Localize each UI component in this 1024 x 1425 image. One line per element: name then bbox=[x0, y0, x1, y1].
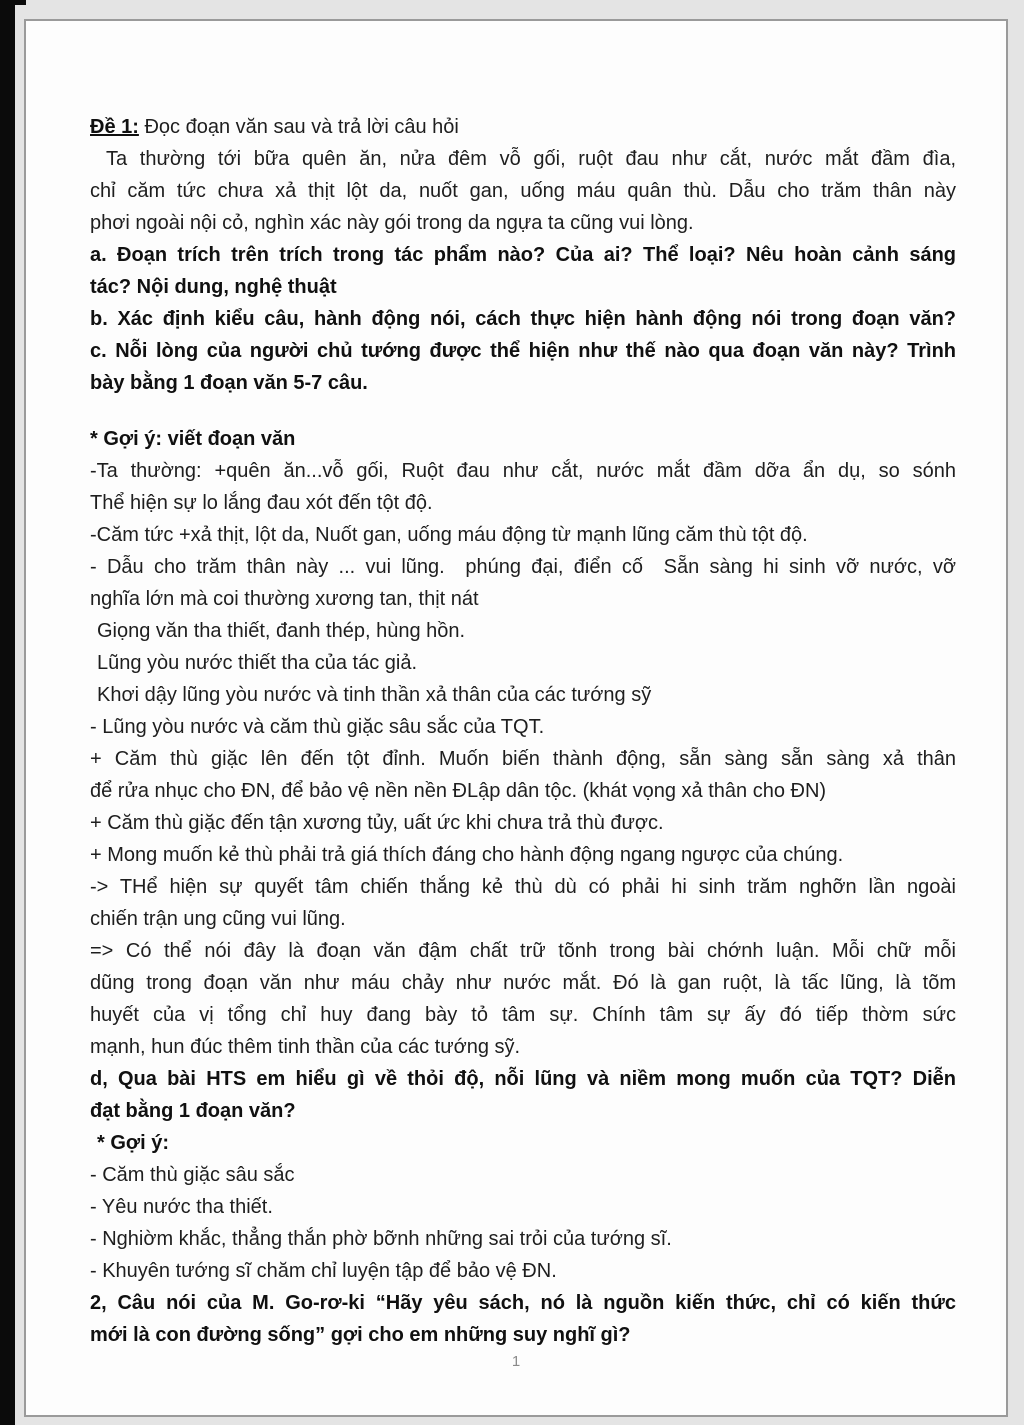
text-line: chỉ căm tức chưa xả thịt lột da, nuốt gan, uống máu quân thù. Dẫu cho trăm thân này bbox=[90, 180, 956, 202]
text-line: bày bằng 1 đoạn văn 5-7 câu. bbox=[90, 372, 368, 394]
text-line: mới là con đường sống” gợi cho em những suy nghĩ gì? bbox=[90, 1324, 631, 1346]
text-line: Giọng văn tha thiết, đanh thép, hùng hồn. bbox=[97, 620, 466, 642]
text-line: + Căm thù giặc đến tận xương tủy, uất ức khi chưa trả thù được. bbox=[90, 812, 664, 834]
page-number: 1 bbox=[511, 1353, 521, 1370]
text-line: -Ta thường: +quên ăn...vỗ gối, Ruột đau như cắt, nước mắt đầm dỡa ẩn dụ, so sónh bbox=[90, 460, 956, 482]
text-line: đạt bằng 1 đoạn văn? bbox=[90, 1100, 296, 1122]
text-line: -Căm tức +xả thịt, lột da, Nuốt gan, uống máu động từ mạnh lũng căm thù tột độ. bbox=[90, 524, 808, 546]
text-line: mạnh, hun đúc thêm tinh thần của các tướng sỹ. bbox=[90, 1036, 521, 1058]
exercise-title bbox=[90, 111, 956, 143]
text-line: - Nghiờm khắc, thẳng thắn phờ bỡnh những sai trỏi của tướng sĩ. bbox=[90, 1228, 672, 1250]
scan-left-black-bar bbox=[0, 0, 15, 1425]
text-line: + Mong muốn kẻ thù phải trả giá thích đáng cho hành động ngang ngược của chúng. bbox=[90, 844, 844, 866]
text-line: * Gợi ý: viết đoạn văn bbox=[90, 428, 296, 450]
text-line: - Dẫu cho trăm thân này ... vui lũng. phúng đại, điển cố Sẵn sàng hi sinh vỡ nước, vỡ bbox=[90, 556, 956, 578]
text-line: huyết của vị tổng chỉ huy đang bày tỏ tâm sự. Chính tâm sự ấy đó tiếp thờm sức bbox=[90, 1004, 956, 1026]
text-line: dũng trong đoạn văn như máu chảy như nước mắt. Đó là gan ruột, là tấc lũng, là tõm bbox=[90, 972, 956, 994]
text-line: tác? Nội dung, nghệ thuật bbox=[90, 276, 337, 298]
document-body bbox=[90, 143, 956, 1351]
document-page bbox=[24, 19, 1008, 1417]
text-line: - Lũng yòu nước và căm thù giặc sâu sắc của TQT. bbox=[90, 716, 545, 738]
text-line: Ta thường tới bữa quên ăn, nửa đêm vỗ gối, ruột đau như cắt, nước mắt đầm đìa, bbox=[106, 148, 956, 170]
exercise-title-text: Đọc đoạn văn sau và trả lời câu hỏi bbox=[138, 116, 459, 138]
text-line: Thể hiện sự lo lắng đau xót đến tột độ. bbox=[90, 492, 433, 514]
text-line: Khơi dậy lũng yòu nước và tinh thần xả thân của các tướng sỹ bbox=[97, 684, 652, 706]
text-line: d, Qua bài HTS em hiểu gì về thỏi độ, nỗi lũng và niềm mong muốn của TQT? Diễn bbox=[90, 1068, 956, 1090]
text-line: phơi ngoài nội cỏ, nghìn xác này gói trong da ngựa ta cũng vui lòng. bbox=[90, 212, 694, 234]
text-line: - Khuyên tướng sĩ chăm chỉ luyện tập để bảo vệ ĐN. bbox=[90, 1260, 557, 1282]
text-line: a. Đoạn trích trên trích trong tác phẩm nào? Của ai? Thể loại? Nêu hoàn cảnh sáng bbox=[90, 244, 956, 266]
text-line: c. Nỗi lòng của người chủ tướng được thể hiện như thế nào qua đoạn văn này? Trình bbox=[90, 340, 956, 362]
text-line: => Có thể nói đây là đoạn văn đậm chất trữ tõnh trong bài chớnh luận. Mỗi chữ mỗi bbox=[90, 940, 956, 962]
text-line: b. Xác định kiểu câu, hành động nói, cách thực hiện hành động nói trong đoạn văn? bbox=[90, 308, 956, 330]
document-text bbox=[26, 21, 1006, 1351]
text-line: chiến trận ung cũng vui lũng. bbox=[90, 908, 346, 930]
text-line: 2, Câu nói của M. Go-rơ-ki “Hãy yêu sách, nó là nguồn kiến thức, chỉ có kiến thức bbox=[90, 1292, 956, 1314]
scan-corner-black bbox=[0, 0, 26, 5]
text-line: * Gợi ý: bbox=[97, 1132, 170, 1154]
text-line: Lũng yòu nước thiết tha của tác giả. bbox=[97, 652, 418, 674]
text-line: + Căm thù giặc lên đến tột đỉnh. Muốn biến thành động, sẵn sàng sẵn sàng xả thân bbox=[90, 748, 956, 770]
exercise-title-label: Đề 1: bbox=[90, 116, 139, 138]
text-line: để rửa nhục cho ĐN, để bảo vệ nền nền ĐLập dân tộc. (khát vọng xả thân cho ĐN) bbox=[90, 780, 827, 802]
text-line: -> THể hiện sự quyết tâm chiến thắng kẻ thù dù có phải hi sinh trăm nghỡn lần ngoài bbox=[90, 876, 956, 898]
text-line: nghĩa lớn mà coi thường xương tan, thịt nát bbox=[90, 588, 479, 610]
text-line: - Căm thù giặc sâu sắc bbox=[90, 1164, 295, 1186]
text-line: - Yêu nước tha thiết. bbox=[90, 1196, 273, 1218]
